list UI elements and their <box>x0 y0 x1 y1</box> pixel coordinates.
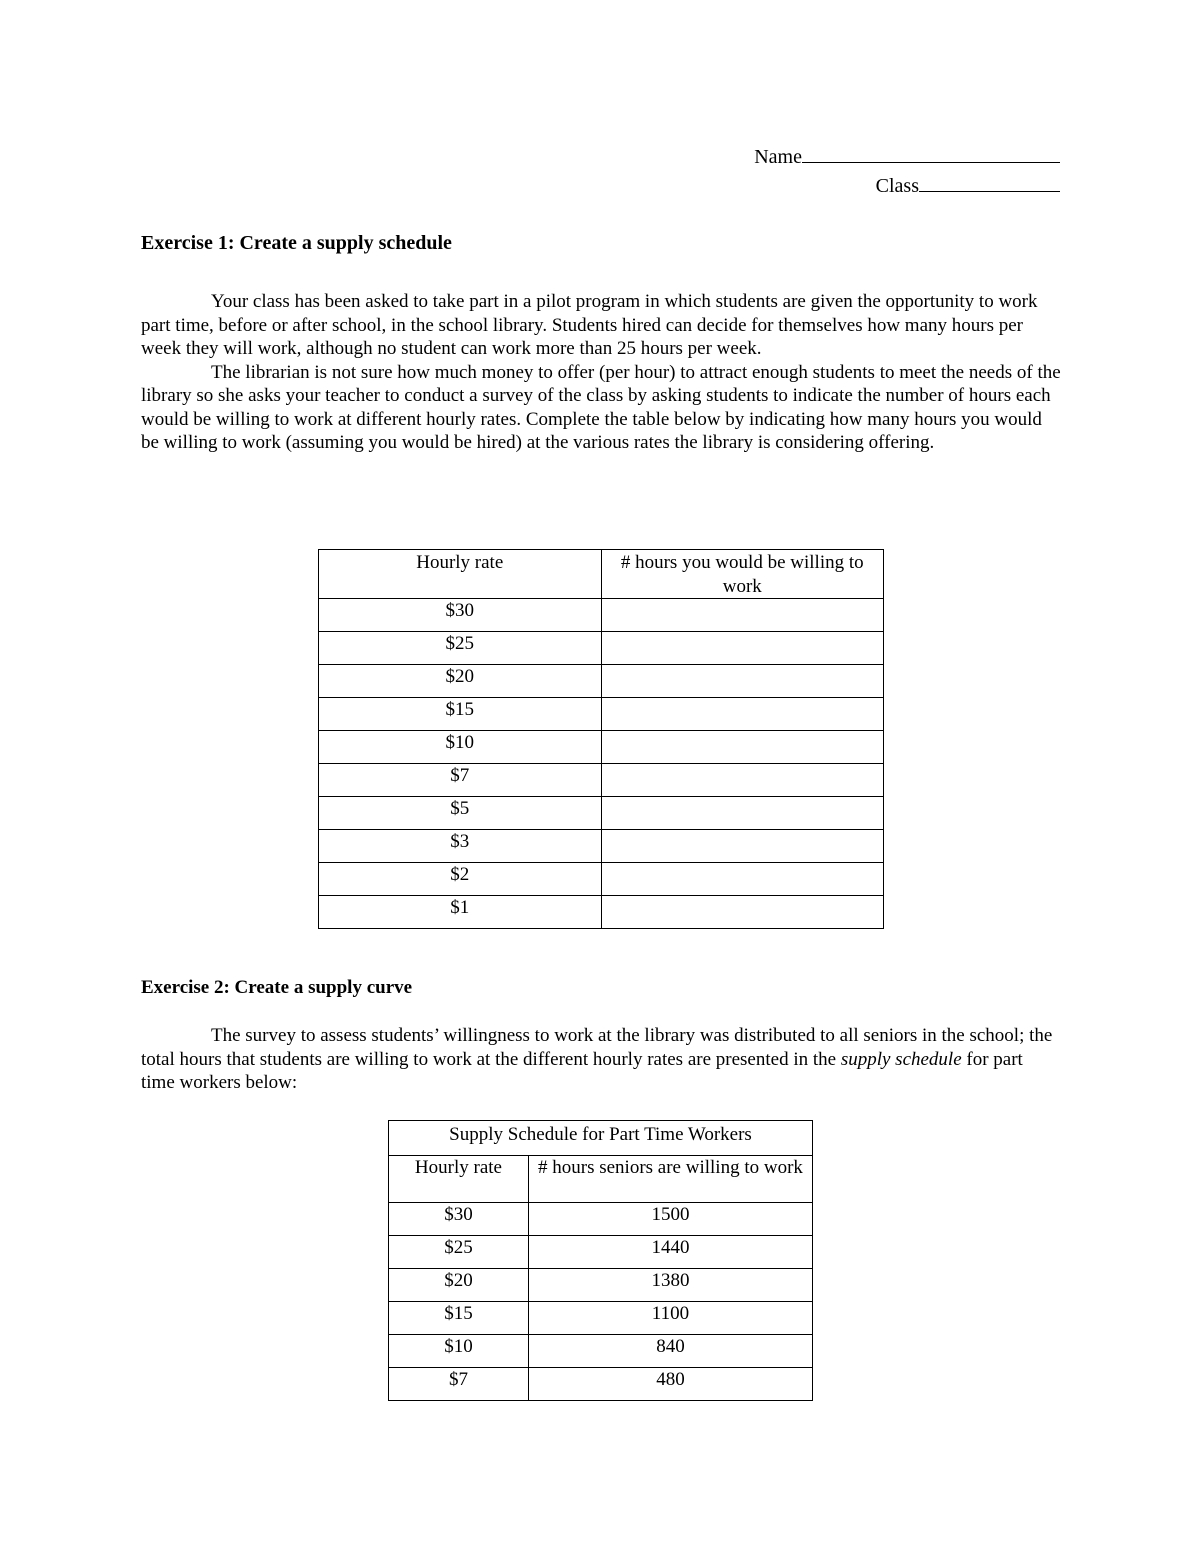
rate-cell: $3 <box>319 830 602 863</box>
exercise1-heading: Exercise 1: Create a supply schedule <box>141 232 452 254</box>
rate-cell: $25 <box>389 1236 529 1269</box>
exercise1-paragraph-1: Your class has been asked to take part in a pilot program in which students are given the opportunity to work part time, before or after school, in the school library. Students hired can decide for themselves how many hours per week they will work, although no student can work more than 25 hours per week. <box>141 291 1038 359</box>
rate-cell: $5 <box>319 797 602 830</box>
table-row <box>319 665 884 698</box>
table-row <box>389 1335 813 1368</box>
name-blank-line[interactable] <box>802 144 1060 163</box>
table-row <box>319 896 884 929</box>
table-row <box>319 698 884 731</box>
supply-schedule-caption: Supply Schedule for Part Time Workers <box>389 1121 813 1156</box>
hours-cell: 1100 <box>528 1302 812 1335</box>
table-row <box>319 764 884 797</box>
exercise1-paragraph-2: The librarian is not sure how much money to offer (per hour) to attract enough students to meet the needs of the library so she asks your teacher to conduct a survey of the class by asking students to indicate the number of hours each would be willing to work at different hourly rates. Complete the table below by indicating how many hours you would be willing to work (assuming you would be hired) at the various rates the library is considering offering. <box>141 361 1061 453</box>
table-caption-row <box>389 1121 813 1156</box>
exercise2-paragraph <box>141 1024 1061 1095</box>
exercise2-text-before: The survey to assess students’ willingness to work at the library was distributed to all seniors in the school; the total hours that students are willing to work at the different hourly rates are presented in the <box>141 1025 1053 1070</box>
name-field-row <box>754 144 1060 170</box>
hours-answer-cell[interactable] <box>601 731 884 764</box>
exercise2-text-after: for part time workers below: <box>141 1048 1023 1093</box>
hours-cell: 840 <box>528 1335 812 1368</box>
supply-schedule-term: supply schedule <box>840 1048 962 1070</box>
hours-answer-cell[interactable] <box>601 797 884 830</box>
rate-cell: $10 <box>319 731 602 764</box>
rate-cell: $10 <box>389 1335 529 1368</box>
exercise2-heading: Exercise 2: Create a supply curve <box>141 977 413 998</box>
hours-answer-cell[interactable] <box>601 599 884 632</box>
exercise1-instructions <box>141 290 1061 455</box>
class-field-row <box>876 173 1060 199</box>
table-row <box>389 1302 813 1335</box>
class-label: Class <box>875 175 919 197</box>
rate-cell: $25 <box>319 632 602 665</box>
hours-answer-cell[interactable] <box>601 863 884 896</box>
rate-cell: $30 <box>319 599 602 632</box>
table-header-row <box>389 1156 813 1203</box>
hours-cell: 1440 <box>528 1236 812 1269</box>
rate-cell: $1 <box>319 896 602 929</box>
rate-cell: $7 <box>389 1368 529 1401</box>
table-row <box>319 632 884 665</box>
rate-cell: $2 <box>319 863 602 896</box>
table-row <box>389 1269 813 1302</box>
hours-cell: 480 <box>528 1368 812 1401</box>
hours-answer-cell[interactable] <box>601 665 884 698</box>
hours-answer-cell[interactable] <box>601 632 884 665</box>
exercise2-instructions <box>141 1024 1061 1095</box>
senior-supply-table-body <box>389 1203 813 1401</box>
hours-answer-cell[interactable] <box>601 896 884 929</box>
senior-supply-schedule-table <box>388 1120 813 1401</box>
table-row <box>319 797 884 830</box>
hours-answer-cell[interactable] <box>601 830 884 863</box>
table-header-row <box>319 550 884 599</box>
table-row <box>389 1368 813 1401</box>
hours-answer-cell[interactable] <box>601 764 884 797</box>
table-row <box>319 599 884 632</box>
hourly-rate-header: Hourly rate <box>319 550 602 599</box>
rate-cell: $7 <box>319 764 602 797</box>
name-label: Name <box>754 146 802 168</box>
class-blank-line[interactable] <box>919 173 1060 192</box>
table-row <box>319 731 884 764</box>
hours-willing-table <box>318 549 884 929</box>
hours-seniors-header: # hours seniors are willing to work <box>528 1156 812 1203</box>
hours-cell: 1380 <box>528 1269 812 1302</box>
rate-cell: $15 <box>389 1302 529 1335</box>
table-row <box>389 1236 813 1269</box>
table-row <box>319 863 884 896</box>
hours-willing-header: # hours you would be willing to work <box>601 550 884 599</box>
table-row <box>319 830 884 863</box>
rate-cell: $20 <box>389 1269 529 1302</box>
hours-willing-table-body <box>319 599 884 929</box>
hours-cell: 1500 <box>528 1203 812 1236</box>
table-row <box>389 1203 813 1236</box>
hourly-rate-header: Hourly rate <box>389 1156 529 1203</box>
hours-answer-cell[interactable] <box>601 698 884 731</box>
rate-cell: $20 <box>319 665 602 698</box>
rate-cell: $15 <box>319 698 602 731</box>
rate-cell: $30 <box>389 1203 529 1236</box>
